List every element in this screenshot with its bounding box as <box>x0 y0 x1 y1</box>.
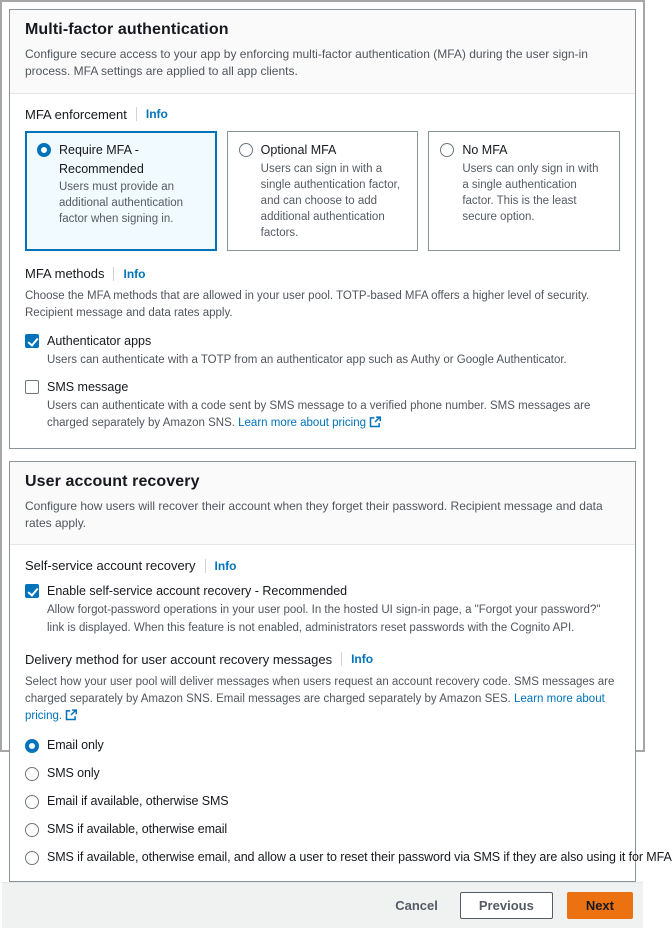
radio-unchecked-icon[interactable] <box>25 767 39 781</box>
radio-unchecked-icon[interactable] <box>25 851 39 865</box>
checkbox-unchecked-icon[interactable] <box>25 380 39 394</box>
sms-message-description <box>47 398 620 433</box>
tile-description: Users can only sign in with a single authentication factor. This is the least secure option. <box>462 162 599 223</box>
mfa-enforcement-tiles <box>25 131 620 251</box>
cancel-button[interactable]: Cancel <box>387 893 446 918</box>
radio-option-email-only[interactable] <box>25 736 620 754</box>
radio-option-label: Email if available, otherwise SMS <box>47 793 229 808</box>
self-service-label-row <box>25 558 620 573</box>
authenticator-apps-label: Authenticator apps <box>47 333 152 348</box>
mfa-enforcement-label: MFA enforcement <box>25 106 127 122</box>
wizard-footer <box>2 882 643 928</box>
page-content <box>2 2 672 882</box>
self-service-option-label: Enable self-service account recovery - Recommended <box>47 584 348 599</box>
authenticator-apps-row[interactable] <box>25 332 620 350</box>
mfa-card-body <box>10 94 635 448</box>
radio-checked-icon[interactable] <box>37 143 51 157</box>
delivery-method-info-link[interactable]: Info <box>351 652 374 667</box>
authenticator-apps-option <box>25 332 620 369</box>
self-service-label: Self-service account recovery <box>25 558 196 574</box>
radio-option-label: SMS if available, otherwise email, and allow a user to reset their password via SMS if they are also using it for MFA <box>47 850 672 865</box>
mfa-enforcement-label-row <box>25 107 620 122</box>
authenticator-apps-description: Users can authenticate with a TOTP from an authenticator app such as Authy or Google Authenticator. <box>47 353 567 366</box>
mfa-methods-section <box>25 266 620 433</box>
radio-option-sms-only[interactable] <box>25 764 620 782</box>
radio-option-email-otherwise-sms[interactable] <box>25 792 620 810</box>
radio-checked-icon[interactable] <box>25 739 39 753</box>
delivery-pricing-link-label: Learn more about pricing. <box>25 693 605 723</box>
delivery-method-description <box>25 674 620 726</box>
self-service-option <box>25 582 620 637</box>
radio-option-label: SMS only <box>47 765 100 780</box>
radio-unchecked-icon[interactable] <box>25 823 39 837</box>
radio-unchecked-icon[interactable] <box>25 795 39 809</box>
tile-head <box>239 141 407 160</box>
tile-no-mfa[interactable] <box>428 131 620 251</box>
previous-button[interactable]: Previous <box>460 892 553 919</box>
sms-pricing-link[interactable] <box>238 417 381 429</box>
mfa-methods-description: Choose the MFA methods that are allowed in your user pool. TOTP-based MFA offers a higher level of security. Recipient message and data rates apply. <box>25 290 590 320</box>
sms-message-option <box>25 378 620 433</box>
tile-title: No MFA <box>462 142 508 157</box>
delivery-method-section <box>25 651 672 866</box>
radio-unchecked-icon[interactable] <box>440 143 454 157</box>
tile-head <box>37 141 205 179</box>
tile-optional-mfa[interactable] <box>227 131 419 251</box>
mfa-card-title: Multi-factor authentication <box>25 21 229 38</box>
radio-option-label: Email only <box>47 737 104 752</box>
recovery-card-title: User account recovery <box>25 472 200 490</box>
label-divider <box>113 267 114 281</box>
label-divider <box>341 652 342 666</box>
tile-require-mfa[interactable] <box>25 131 217 251</box>
delivery-method-label: Delivery method for user account recovery messages <box>25 651 333 667</box>
sms-pricing-link-label: Learn more about pricing <box>238 417 366 430</box>
self-service-row[interactable] <box>25 582 620 600</box>
recovery-card <box>9 461 672 883</box>
radio-unchecked-icon[interactable] <box>239 143 253 157</box>
mfa-methods-label: MFA methods <box>25 266 105 281</box>
mfa-card-description: Configure secure access to your app by enforcing multi-factor authentication (MFA) during the user sign-in process. MFA settings are applied to all app clients. <box>25 47 588 79</box>
label-divider <box>136 107 137 121</box>
mfa-methods-info-link[interactable]: Info <box>123 266 146 281</box>
self-service-option-description: Allow forgot-password operations in your user pool. In the hosted UI sign-in page, a "Forgot your password?" link is displayed. When this feature is not enabled, administrators reset passwords with the Cognito API. <box>47 604 601 634</box>
external-link-icon <box>369 416 381 428</box>
label-divider <box>205 559 206 573</box>
checkbox-checked-icon[interactable] <box>25 334 39 348</box>
mfa-enforcement-info-link[interactable]: Info <box>145 107 168 122</box>
mfa-methods-label-row <box>25 266 620 281</box>
tile-description: Users must provide an additional authentication factor when signing in. <box>59 181 184 226</box>
recovery-card-body <box>10 545 672 881</box>
sms-message-row[interactable] <box>25 378 620 396</box>
mfa-card-header <box>10 10 635 94</box>
self-service-info-link[interactable]: Info <box>214 558 237 573</box>
recovery-card-header <box>10 462 635 546</box>
delivery-method-label-row <box>25 652 620 667</box>
radio-option-sms-otherwise-email-allow-sms-reset[interactable] <box>25 848 672 866</box>
radio-option-label: SMS if available, otherwise email <box>47 822 228 837</box>
tile-title: Optional MFA <box>260 142 337 157</box>
sms-message-description-text: Users can authenticate with a code sent by SMS message to a verified phone number. SMS messages are charged separately by Amazon SNS. <box>47 400 591 430</box>
tile-head <box>440 141 608 160</box>
recovery-card-description: Configure how users will recover their account when they forget their password. Recipient message and data rates apply. <box>25 498 603 530</box>
external-link-icon <box>65 709 77 721</box>
delivery-method-description-text: Select how your user pool will deliver messages when users request an account recovery code. SMS messages are charged separately by Amazon SNS. Email messages are charged separately by Amazon SES. <box>25 675 615 706</box>
tile-title: Require MFA - Recommended <box>59 142 144 176</box>
tile-description: Users can sign in with a single authentication factor, and can choose to add additional authentication factors. <box>260 162 401 239</box>
checkbox-checked-icon[interactable] <box>25 584 39 598</box>
next-button[interactable]: Next <box>567 892 633 919</box>
mfa-card <box>9 9 636 449</box>
sms-message-label: SMS message <box>47 379 129 394</box>
radio-option-sms-otherwise-email[interactable] <box>25 820 620 838</box>
